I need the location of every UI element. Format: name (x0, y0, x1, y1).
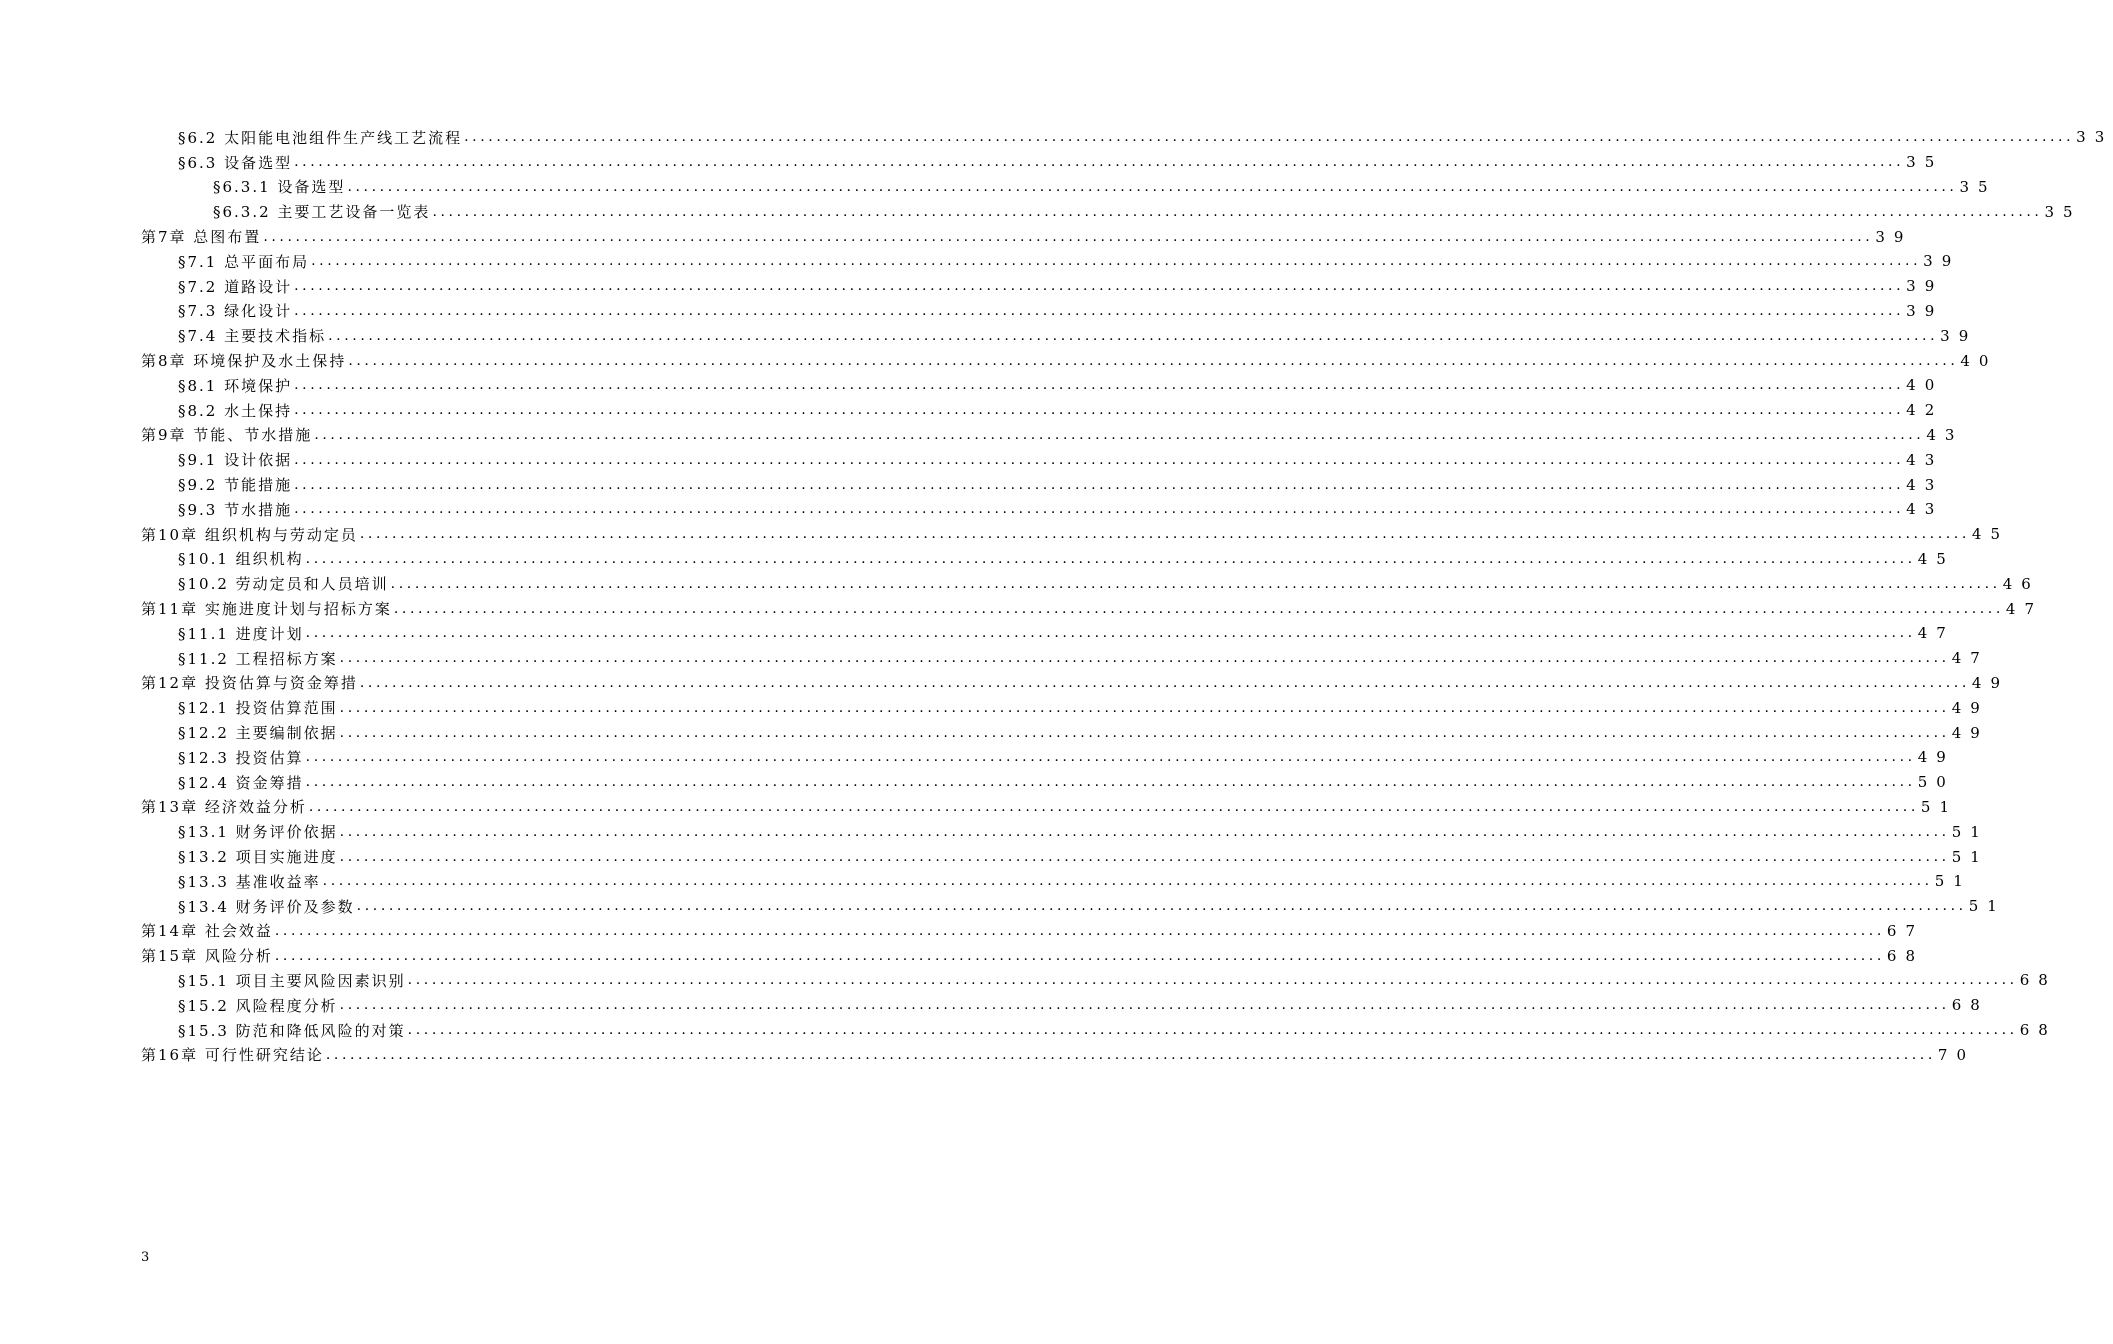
toc-section-entry (0, 547, 1955, 572)
toc-entry-label: 第14章 社会效益 (141, 922, 273, 941)
toc-entry-label: 第16章 可行性研究结论 (141, 1046, 324, 1065)
toc-dot-leader: ........................................................................................................................................................................................................ (294, 278, 1905, 295)
toc-entry-label: §12.2 主要编制依据 (178, 724, 338, 743)
toc-entry-page: 35 (1906, 153, 1944, 172)
toc-dot-leader: ........................................................................................................................................................................................................ (407, 1022, 2018, 1039)
toc-dot-leader: ........................................................................................................................................................................................................ (314, 426, 1925, 443)
toc-entry-label: §12.1 投资估算范围 (178, 699, 338, 718)
toc-chapter-entry (0, 596, 2043, 621)
toc-dot-leader: ........................................................................................................................................................................................................ (407, 972, 2018, 989)
toc-dot-leader: ........................................................................................................................................................................................................ (359, 526, 1970, 543)
toc-dot-leader: ........................................................................................................................................................................................................ (305, 749, 1916, 766)
toc-entry-label: §11.2 工程招标方案 (178, 649, 338, 668)
toc-entry-label: §9.2 节能措施 (178, 476, 293, 495)
toc-entry-label: §6.2 太阳能电池组件生产线工艺流程 (178, 128, 463, 147)
toc-dot-leader: ........................................................................................................................................................................................................ (339, 650, 1950, 667)
toc-entry-page: 40 (1906, 376, 1944, 395)
toc-dot-leader: ........................................................................................................................................................................................................ (347, 178, 1958, 195)
toc-section-entry (0, 844, 1989, 869)
toc-entry-page: 35 (2044, 202, 2082, 221)
toc-entry-page: 39 (1940, 326, 1978, 345)
toc-dot-leader: ........................................................................................................................................................................................................ (348, 352, 1959, 369)
toc-entry-page: 51 (1934, 872, 1972, 891)
toc-entry-page: 67 (1886, 921, 1924, 940)
toc-entry-page: 68 (2019, 971, 2057, 990)
toc-entry-page: 51 (1968, 897, 2006, 916)
toc-entry-label: 第8章 环境保护及水土保持 (141, 352, 347, 371)
toc-entry-label: 第13章 经济效益分析 (141, 798, 307, 817)
toc-entry-label: §11.1 进度计划 (178, 624, 304, 643)
toc-entry-page: 47 (1951, 649, 1989, 668)
toc-section-entry (0, 993, 1989, 1018)
toc-chapter-entry (0, 795, 1958, 820)
toc-entry-page: 33 (2076, 128, 2113, 147)
toc-entry-page: 51 (1920, 797, 1958, 816)
toc-entry-label: §8.1 环境保护 (178, 376, 293, 395)
toc-section-entry (0, 199, 2082, 224)
toc-entry-page: 43 (1906, 500, 1944, 519)
toc-dot-leader: ........................................................................................................................................................................................................ (294, 377, 1905, 394)
toc-entry-page: 46 (2002, 574, 2040, 593)
toc-dot-leader: ........................................................................................................................................................................................................ (263, 228, 1874, 245)
toc-section-entry (0, 323, 1978, 348)
toc-entry-page: 68 (2019, 1021, 2057, 1040)
toc-dot-leader: ........................................................................................................................................................................................................ (274, 947, 1885, 964)
toc-dot-leader: ........................................................................................................................................................................................................ (464, 129, 2075, 146)
toc-section-entry (0, 571, 2040, 596)
toc-entry-page: 35 (1959, 177, 1997, 196)
toc-entry-page: 68 (1886, 946, 1924, 965)
toc-entry-label: §10.2 劳动定员和人员培训 (178, 575, 389, 594)
toc-entry-page: 39 (1923, 252, 1961, 271)
toc-entry-page: 49 (1917, 748, 1955, 767)
toc-dot-leader: ........................................................................................................................................................................................................ (432, 203, 2043, 220)
toc-dot-leader: ........................................................................................................................................................................................................ (339, 699, 1950, 716)
toc-entry-page: 45 (1917, 549, 1955, 568)
toc-dot-leader: ........................................................................................................................................................................................................ (305, 774, 1916, 791)
toc-entry-label: 第12章 投资估算与资金筹措 (141, 674, 358, 693)
toc-entry-page: 50 (1917, 773, 1955, 792)
toc-dot-leader: ........................................................................................................................................................................................................ (311, 253, 1922, 270)
toc-entry-page: 47 (1917, 624, 1955, 643)
page-number: 3 (141, 1250, 150, 1265)
toc-section-entry (0, 646, 1989, 671)
toc-section-entry (0, 621, 1955, 646)
toc-entry-page: 39 (1906, 301, 1944, 320)
toc-entry-label: §7.3 绿化设计 (178, 302, 293, 321)
table-of-contents (0, 125, 2113, 1067)
toc-entry-label: §12.4 资金筹措 (178, 773, 304, 792)
toc-dot-leader: ........................................................................................................................................................................................................ (294, 154, 1905, 171)
toc-entry-page: 42 (1906, 401, 1944, 420)
toc-section-entry (0, 695, 1989, 720)
toc-chapter-entry (0, 348, 1998, 373)
toc-entry-label: §7.4 主要技术指标 (178, 327, 327, 346)
toc-dot-leader: ........................................................................................................................................................................................................ (294, 501, 1905, 518)
toc-dot-leader: ........................................................................................................................................................................................................ (294, 402, 1905, 419)
toc-entry-label: §15.2 风险程度分析 (178, 996, 338, 1015)
toc-entry-label: §7.1 总平面布局 (178, 252, 310, 271)
toc-section-entry (0, 299, 1944, 324)
toc-dot-leader: ........................................................................................................................................................................................................ (305, 550, 1916, 567)
toc-entry-label: §10.1 组织机构 (178, 550, 304, 569)
toc-entry-label: §15.1 项目主要风险因素识别 (178, 971, 406, 990)
toc-entry-page: 40 (1960, 351, 1998, 370)
toc-entry-page: 39 (1875, 227, 1913, 246)
toc-entry-page: 49 (1951, 723, 1989, 742)
toc-section-entry (0, 745, 1955, 770)
toc-section-entry (0, 497, 1944, 522)
toc-section-entry (0, 720, 1989, 745)
toc-section-entry (0, 150, 1944, 175)
toc-entry-label: §6.3 设备选型 (178, 153, 293, 172)
toc-dot-leader: ........................................................................................................................................................................................................ (305, 625, 1916, 642)
toc-chapter-entry (0, 943, 1924, 968)
toc-entry-label: §15.3 防范和降低风险的对策 (178, 1021, 406, 1040)
toc-dot-leader: ........................................................................................................................................................................................................ (339, 724, 1950, 741)
toc-dot-leader: ........................................................................................................................................................................................................ (339, 848, 1950, 865)
toc-entry-label: §13.3 基准收益率 (178, 872, 321, 891)
toc-dot-leader: ........................................................................................................................................................................................................ (339, 997, 1950, 1014)
toc-chapter-entry (0, 224, 1913, 249)
toc-entry-page: 43 (1926, 425, 1964, 444)
toc-section-entry (0, 968, 2057, 993)
toc-section-entry (0, 125, 2113, 150)
toc-dot-leader: ........................................................................................................................................................................................................ (294, 476, 1905, 493)
toc-dot-leader: ........................................................................................................................................................................................................ (325, 1046, 1936, 1063)
toc-entry-label: §13.2 项目实施进度 (178, 848, 338, 866)
toc-chapter-entry (0, 919, 1924, 944)
toc-chapter-entry (0, 522, 2009, 547)
toc-entry-page: 51 (1951, 822, 1989, 841)
toc-dot-leader: ........................................................................................................................................................................................................ (274, 922, 1885, 939)
toc-entry-page: 47 (2005, 599, 2043, 618)
toc-chapter-entry (0, 423, 1964, 448)
toc-entry-page: 70 (1937, 1045, 1975, 1064)
toc-dot-leader: ........................................................................................................................................................................................................ (393, 600, 2004, 617)
toc-entry-label: 第7章 总图布置 (141, 228, 262, 247)
toc-entry-label: 第11章 实施进度计划与招标方案 (141, 600, 392, 619)
toc-chapter-entry (0, 1042, 1975, 1067)
toc-dot-leader: ........................................................................................................................................................................................................ (294, 302, 1905, 319)
toc-entry-page: 43 (1906, 450, 1944, 469)
toc-entry-page: 45 (1971, 525, 2009, 544)
toc-entry-label: §13.4 财务评价及参数 (178, 897, 355, 916)
toc-dot-leader: ........................................................................................................................................................................................................ (322, 873, 1933, 890)
toc-dot-leader: ........................................................................................................................................................................................................ (359, 674, 1970, 691)
toc-entry-label: §6.3.2 主要工艺设备一览表 (213, 203, 431, 222)
toc-section-entry (0, 447, 1944, 472)
toc-dot-leader: ........................................................................................................................................................................................................ (328, 327, 1939, 344)
toc-entry-page: 49 (1951, 698, 1989, 717)
toc-section-entry (0, 819, 1989, 844)
toc-chapter-entry (0, 671, 2009, 696)
toc-entry-page: 43 (1906, 475, 1944, 494)
toc-entry-label: §6.3.1 设备选型 (213, 178, 346, 197)
toc-entry-label: §12.3 投资估算 (178, 748, 304, 767)
toc-section-entry (0, 274, 1944, 299)
toc-section-entry (0, 472, 1944, 497)
toc-dot-leader: ........................................................................................................................................................................................................ (308, 798, 1919, 815)
toc-entry-label: §13.1 财务评价依据 (178, 823, 338, 842)
toc-entry-page: 39 (1906, 277, 1944, 296)
toc-entry-label: §9.1 设计依据 (178, 451, 293, 470)
toc-dot-leader: ........................................................................................................................................................................................................ (390, 575, 2001, 592)
toc-entry-page: 51 (1951, 847, 1989, 866)
toc-section-entry (0, 398, 1944, 423)
toc-entry-label: §7.2 道路设计 (178, 277, 293, 296)
toc-entry-page: 49 (1971, 673, 2009, 692)
toc-entry-label: 第15章 风险分析 (141, 947, 273, 966)
toc-section-entry (0, 1018, 2057, 1043)
toc-section-entry (0, 175, 1997, 200)
toc-dot-leader: ........................................................................................................................................................................................................ (339, 823, 1950, 840)
toc-dot-leader: ........................................................................................................................................................................................................ (294, 451, 1905, 468)
toc-entry-label: §8.2 水土保持 (178, 401, 293, 420)
toc-section-entry (0, 770, 1955, 795)
toc-section-entry (0, 249, 1961, 274)
toc-section-entry (0, 869, 1972, 894)
toc-entry-page: 68 (1951, 996, 1989, 1015)
toc-dot-leader: ........................................................................................................................................................................................................ (356, 898, 1967, 915)
toc-entry-label: 第9章 节能、节水措施 (141, 426, 313, 445)
toc-entry-label: §9.3 节水措施 (178, 500, 293, 519)
toc-section-entry (0, 894, 2006, 919)
toc-section-entry (0, 373, 1944, 398)
toc-entry-label: 第10章 组织机构与劳动定员 (141, 525, 358, 544)
